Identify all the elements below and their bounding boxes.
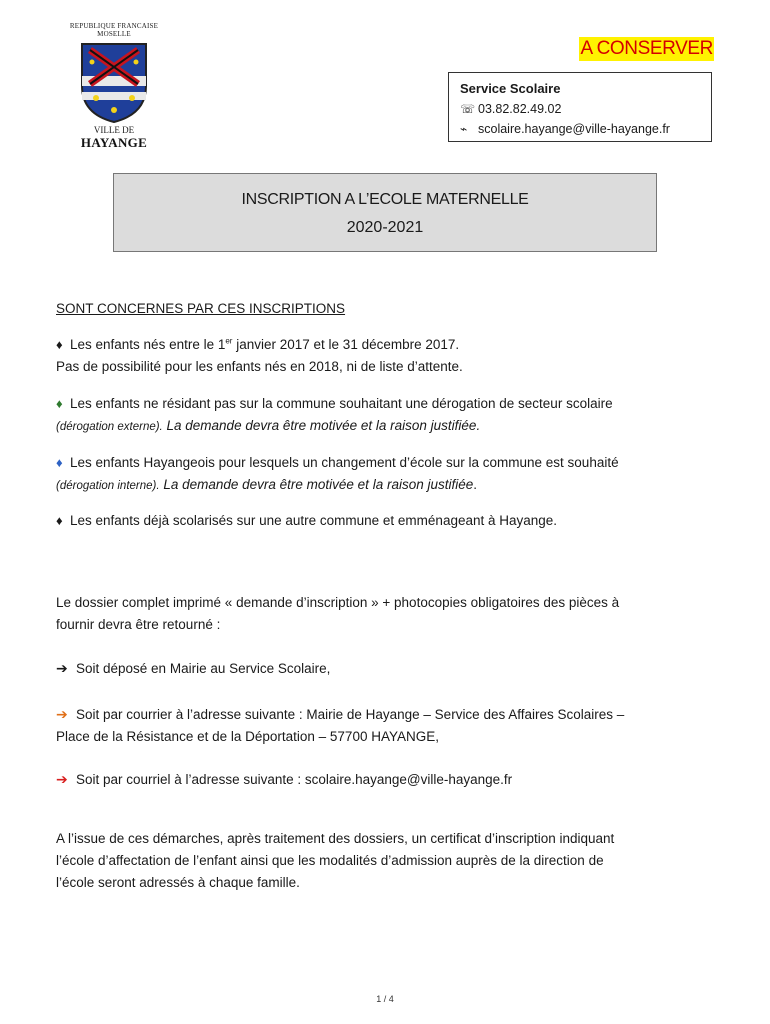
diamond-icon: ♦ bbox=[56, 513, 63, 528]
service-title: Service Scolaire bbox=[460, 81, 561, 96]
phone-line bbox=[460, 99, 711, 119]
phone-icon: ☏ bbox=[460, 102, 476, 116]
arrow-right-icon: ➔ bbox=[56, 706, 68, 722]
coat-of-arms-icon bbox=[76, 40, 152, 124]
page-title: INSCRIPTION A L’ECOLE MATERNELLE bbox=[241, 191, 529, 208]
option-email: ➔ Soit par courriel à l’adresse suivante : scolaire.hayange@ville-hayange.fr bbox=[56, 768, 716, 791]
list-item: ♦ Les enfants déjà scolarisés sur une autre commune et emménageant à Hayange. bbox=[56, 510, 716, 532]
closing-paragraph: A l’issue de ces démarches, après traitement des dossiers, un certificat d’inscription indiquant l’école d’affectation de l’enfant ainsi que les modalités d’admission auprès de la direction de l’école seront adressés à chaque famille. bbox=[56, 831, 615, 890]
option-deposit: ➔ Soit déposé en Mairie au Service Scolaire, bbox=[56, 657, 716, 680]
list-item: ♦ Les enfants nés entre le 1er janvier 2017 et le 31 décembre 2017. Pas de possibilité pour les enfants nés en 2018, ni de liste d’attente. bbox=[56, 334, 716, 378]
keep-notice: A CONSERVER bbox=[580, 38, 713, 59]
department-label: MOSELLE bbox=[97, 30, 131, 38]
list-item: ♦ Les enfants ne résidant pas sur la commune souhaitant une dérogation de secteur scolaire (dérogation externe). La demande devra être motivée et la raison justifiée. bbox=[56, 393, 716, 438]
email-address[interactable]: scolaire.hayange@ville-hayange.fr bbox=[478, 122, 670, 136]
arrow-right-icon: ➔ bbox=[56, 660, 68, 676]
arrow-right-icon: ➔ bbox=[56, 771, 68, 787]
dossier-paragraph: Le dossier complet imprimé « demande d’inscription » + photocopies obligatoires des pièces à fournir devra être retourné : bbox=[56, 595, 620, 632]
school-year: 2020-2021 bbox=[346, 219, 424, 236]
diamond-icon: ♦ bbox=[56, 455, 63, 470]
phone-number: 03.82.82.49.02 bbox=[478, 102, 562, 116]
ville-de-label: VILLE DE bbox=[93, 125, 135, 135]
city-logo bbox=[66, 22, 162, 151]
title-box bbox=[113, 173, 657, 252]
diamond-icon: ♦ bbox=[56, 396, 63, 411]
republic-label: REPUBLIQUE FRANCAISE bbox=[69, 22, 159, 30]
email-line bbox=[460, 119, 711, 139]
contact-box bbox=[448, 72, 712, 142]
list-item: ♦ Les enfants Hayangeois pour lesquels un changement d’école sur la commune est souhaité (dérogation interne). La demande devra être motivée et la raison justifiée. bbox=[56, 452, 716, 497]
diamond-icon: ♦ bbox=[56, 337, 63, 352]
option-mail: ➔ Soit par courrier à l’adresse suivante : Mairie de Hayange – Service des Affaires Scolaires – Place de la Résistance et de la Déportation – 57700 HAYANGE, bbox=[56, 703, 716, 748]
mouse-icon: ⌁ bbox=[460, 122, 468, 136]
page-number: 1 / 4 bbox=[376, 994, 394, 1004]
section-heading: SONT CONCERNES PAR CES INSCRIPTIONS bbox=[56, 301, 346, 316]
town-name: HAYANGE bbox=[80, 135, 148, 150]
